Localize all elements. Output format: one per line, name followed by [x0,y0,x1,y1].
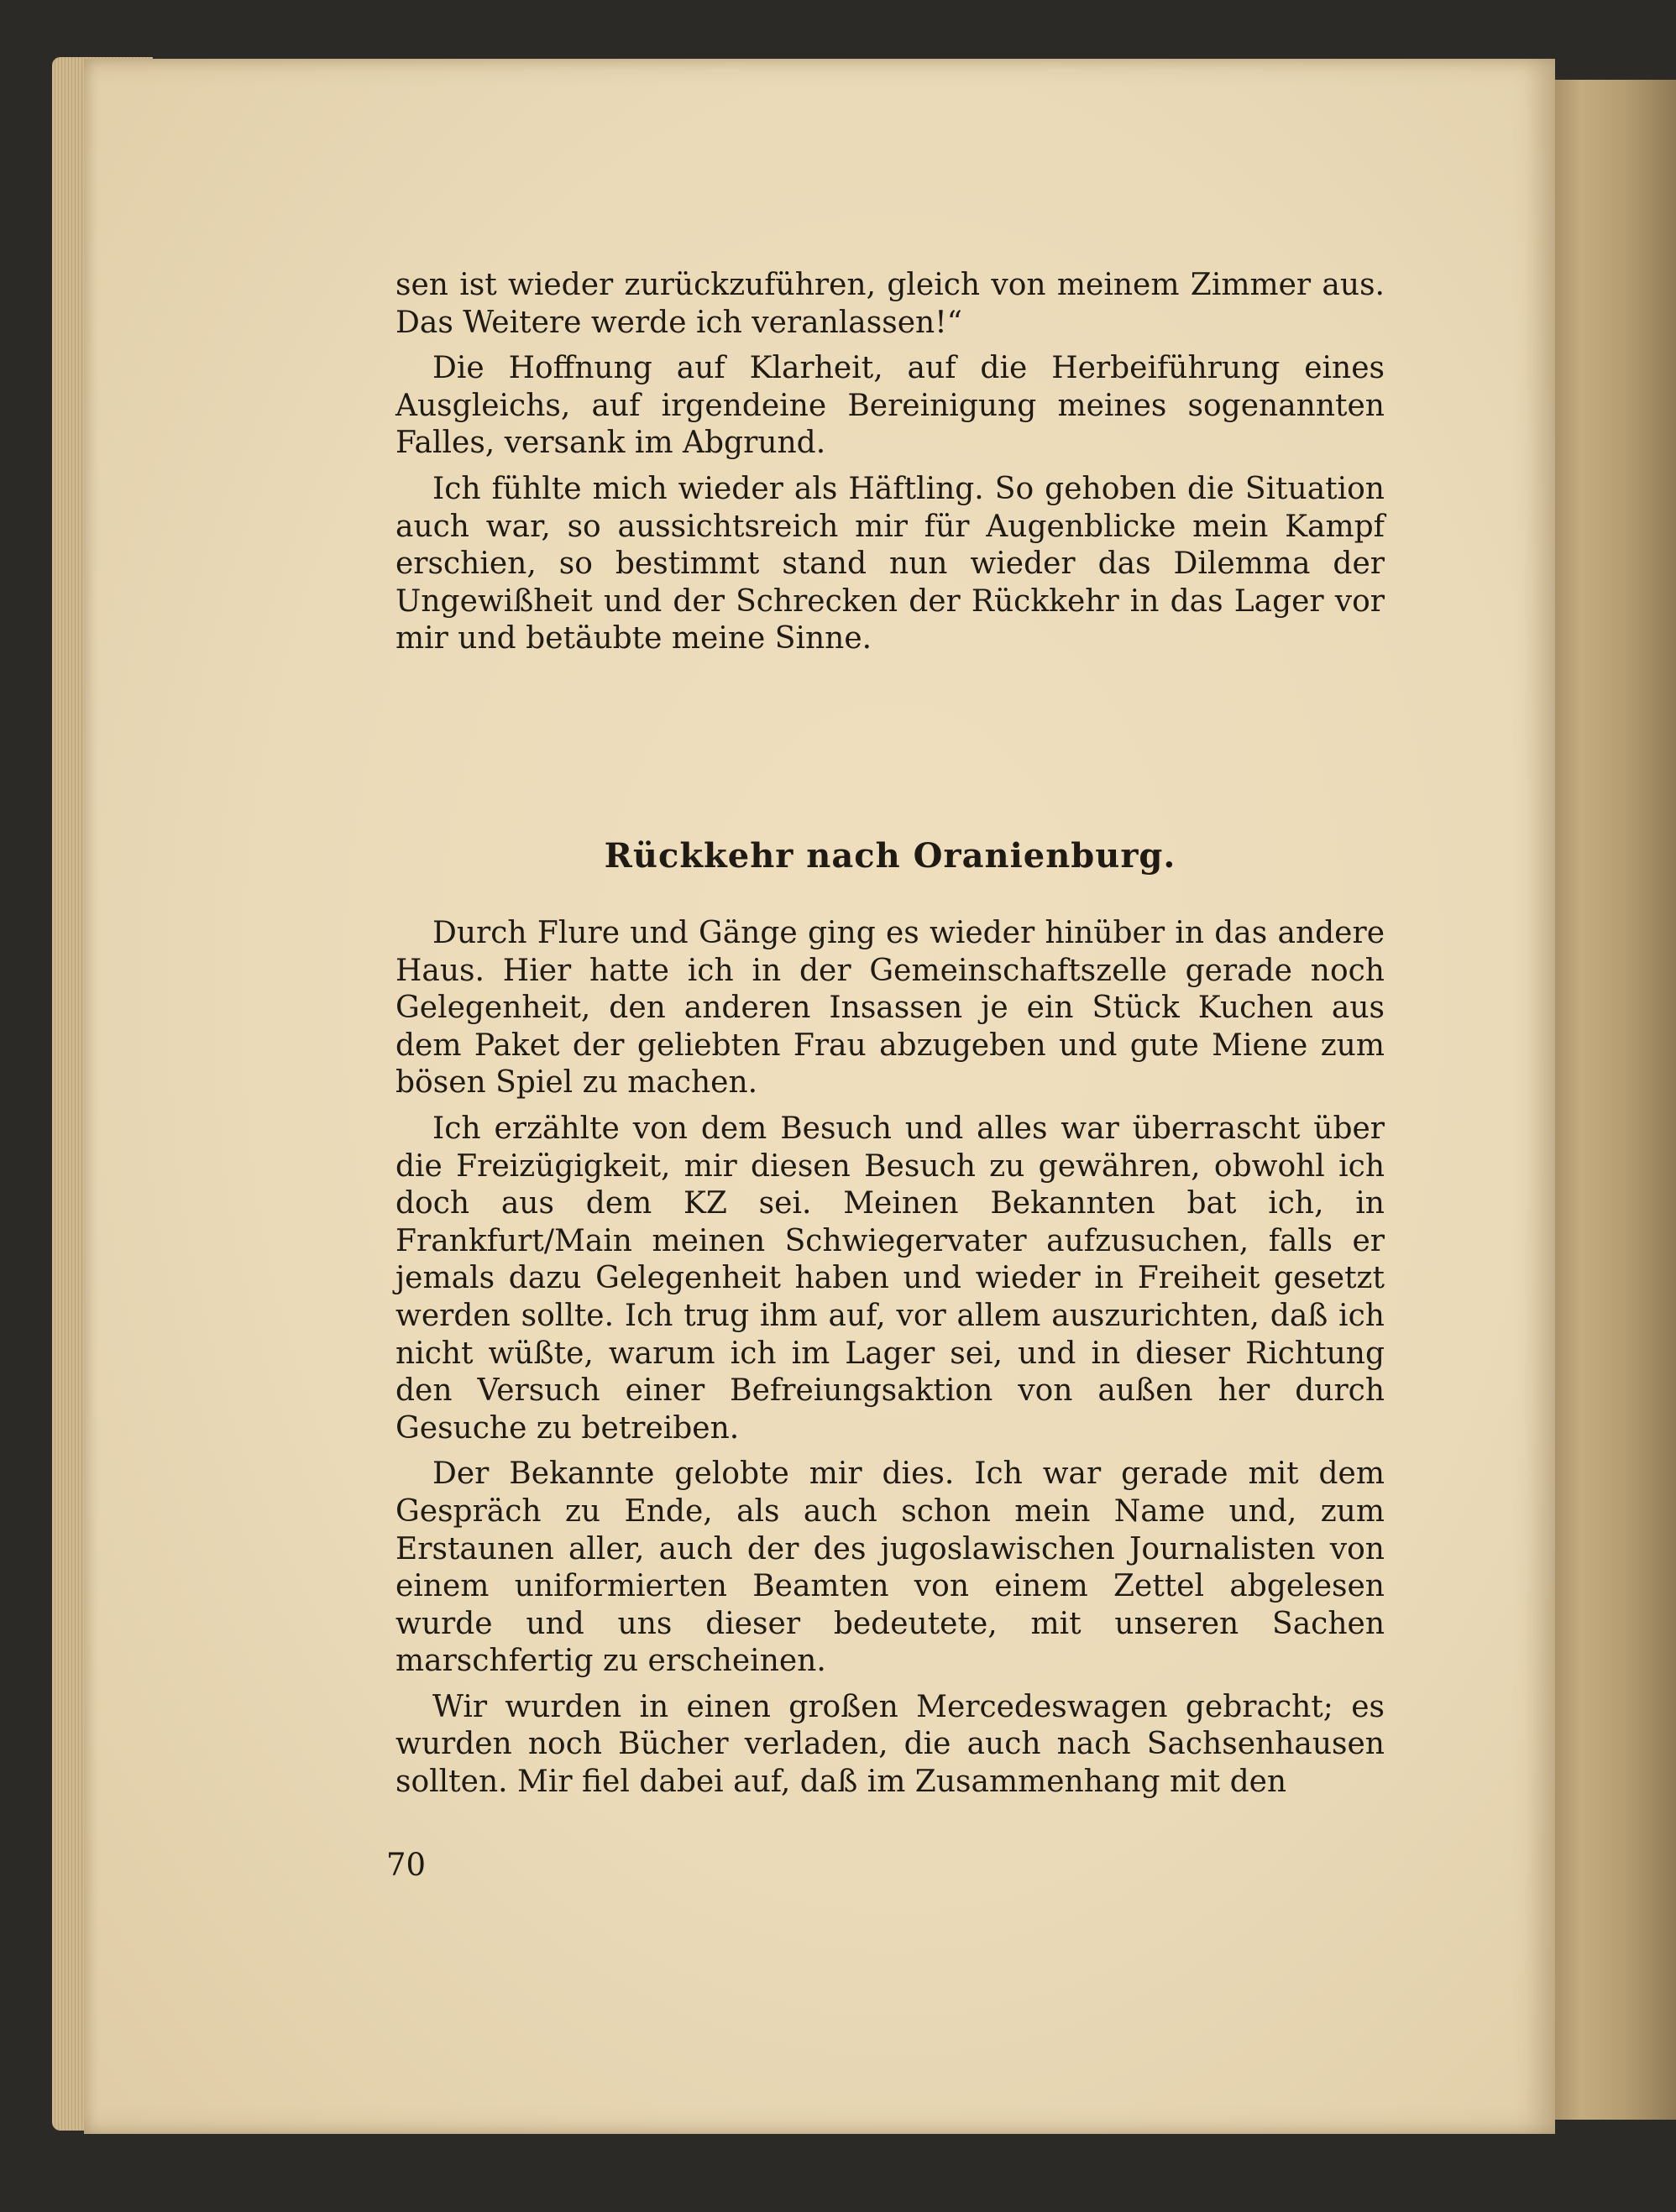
body-text-top [395,267,1385,667]
paragraph: Durch Flure und Gänge ging es wieder hinüber in das andere Haus. Hier hatte ich in der Gemeinschaftszelle gerade noch Gelegenheit, den anderen Insassen je ein Stück Kuchen aus dem Paket der geliebten Frau abzugeben und gute Miene zum bösen Spiel zu machen. [395,916,1385,1101]
paragraph: Die Hoffnung auf Klarheit, auf die Herbeiführung eines Ausgleichs, auf irgendeine Bereinigung meines sogenannten Falles, versank im Abgrund. [395,351,1385,461]
next-page-edge [1550,80,1676,2120]
body-text-bottom [395,915,1385,1810]
paragraph: Ich erzählte von dem Besuch und alles war überrascht über die Freizügigkeit, mir diesen Besuch zu gewähren, obwohl ich doch aus dem KZ sei. Meinen Bekannten bat ich, in Frankfurt/Main meinen Schwiegervater aufzusuchen, falls er jemals dazu Gelegenheit haben und wieder in Freiheit gesetzt werden sollte. Ich trug ihm auf, vor allem auszurichten, daß ich nicht wüßte, warum ich im Lager sei, und in dieser Richtung den Versuch einer Befreiungsaktion von außen her durch Gesuche zu betreiben. [395,1111,1385,1446]
paragraph: Der Bekannte gelobte mir dies. Ich war gerade mit dem Gespräch zu Ende, als auch schon mein Name und, zum Erstaunen aller, auch der des jugoslawischen Journalisten von einem uniformierten Beamten von einem Zettel abgelesen wurde und uns dieser bedeutete, mit unseren Sachen marschfertig zu erscheinen. [395,1456,1385,1679]
paragraph: Wir wurden in einen großen Mercedeswagen gebracht; es wurden noch Bücher verladen, die auch nach Sachsenhausen sollten. Mir fiel dabei auf, daß im Zusammenhang mit den [395,1689,1385,1800]
paragraph: sen ist wieder zurückzuführen, gleich von meinem Zimmer aus. Das Weitere werde ich veranlassen!“ [395,268,1385,340]
page-number: 70 [386,1847,427,1883]
paragraph: Ich fühlte mich wieder als Häftling. So gehoben die Situation auch war, so aussichtsreich mir für Augenblicke mein Kampf erschien, so bestimmt stand nun wieder das Dilemma der Ungewißheit und der Schrecken der Rückkehr in das Lager vor mir und betäubte meine Sinne. [395,471,1385,656]
chapter-heading: Rückkehr nach Oranienburg. [604,836,1176,876]
